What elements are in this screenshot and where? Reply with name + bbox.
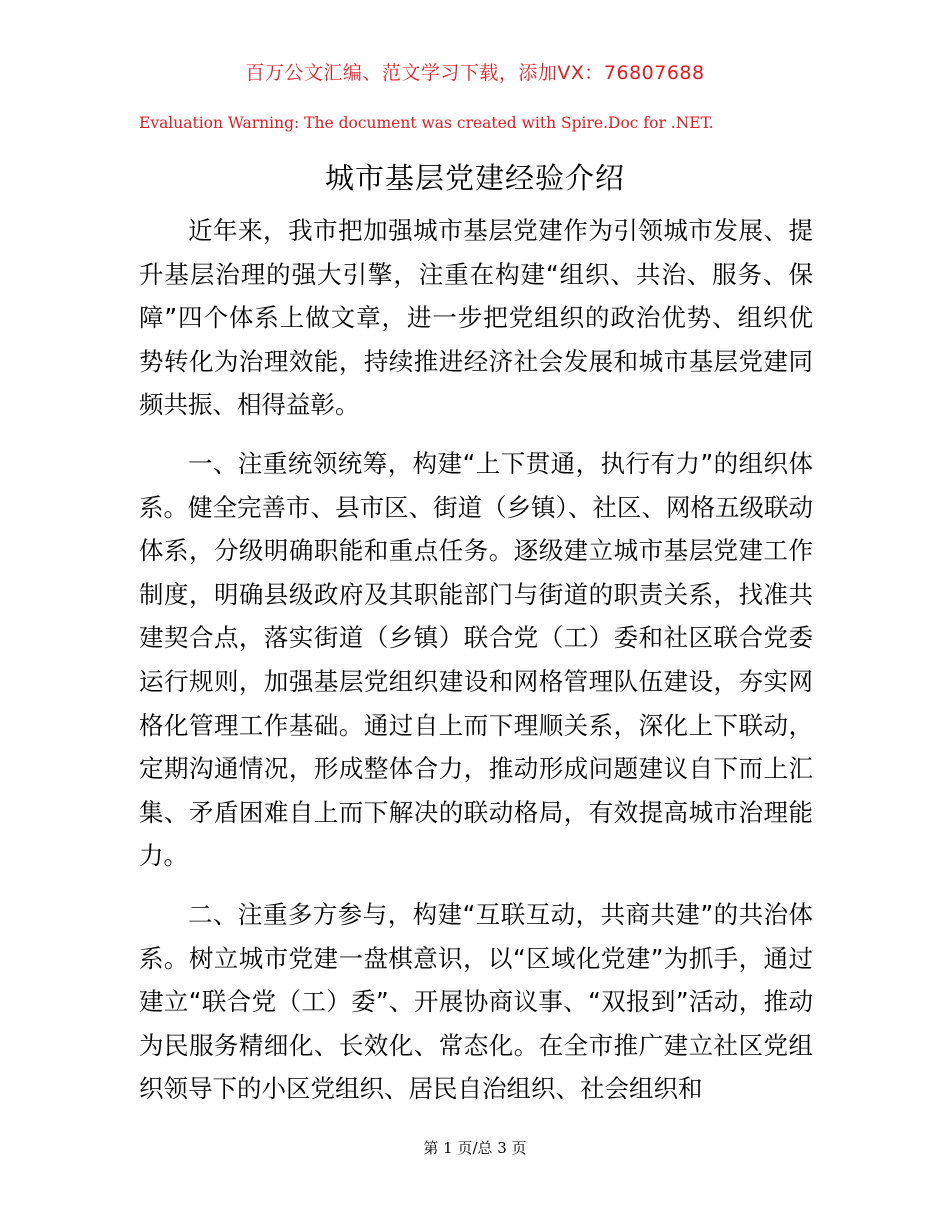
paragraph-section-2: 二、注重多方参与，构建“互联互动，共商共建”的共治体系。树立城市党建一盘棋意识，以“区域化党建”为抓手，通过建立“联合党（工）委”、开展协商议事、“双报到”活动，推动为民服务精细化、长效化、常态化。在全市推广建立社区党组织领导下的小区党组织、居民自治组织、社会组织和 [139, 899, 813, 1104]
page-number: 第 1 页/总 3 页 [423, 1139, 527, 1157]
document-title: 城市基层党建经验介绍 [324, 161, 625, 195]
paragraph-intro: 近年来，我市把加强城市基层党建作为引领城市发展、提升基层治理的强大引擎，注重在构建“组织、共治、服务、保障”四个体系上做文章，进一步把党组织的政治优势、组织优势转化为治理效能，持续推进经济社会发展和城市基层党建同频共振、相得益彰。 [139, 216, 813, 420]
evaluation-warning: Evaluation Warning: The document was created with Spire.Doc for .NET. [139, 114, 714, 132]
paragraph-section-1: 一、注重统领统筹，构建“上下贯通，执行有力”的组织体系。健全完善市、县市区、街道（乡镇）、社区、网格五级联动体系，分级明确职能和重点任务。逐级建立城市基层党建工作制度，明确县级政府及其职能部门与街道的职责关系，找准共建契合点，落实街道（乡镇）联合党（工）委和社区联合党委运行规则，加强基层党组织建设和网格管理队伍建设，夯实网格化管理工作基础。通过自上而下理顺关系，深化上下联动，定期沟通情况，形成整体合力，推动形成问题建议自下而上汇集、矛盾困难自上而下解决的联动格局，有效提高城市治理能力。 [139, 448, 813, 871]
document-body [139, 209, 813, 1126]
header-banner: 百万公文汇编、范文学习下载，添加VX：76807688 [245, 62, 705, 84]
